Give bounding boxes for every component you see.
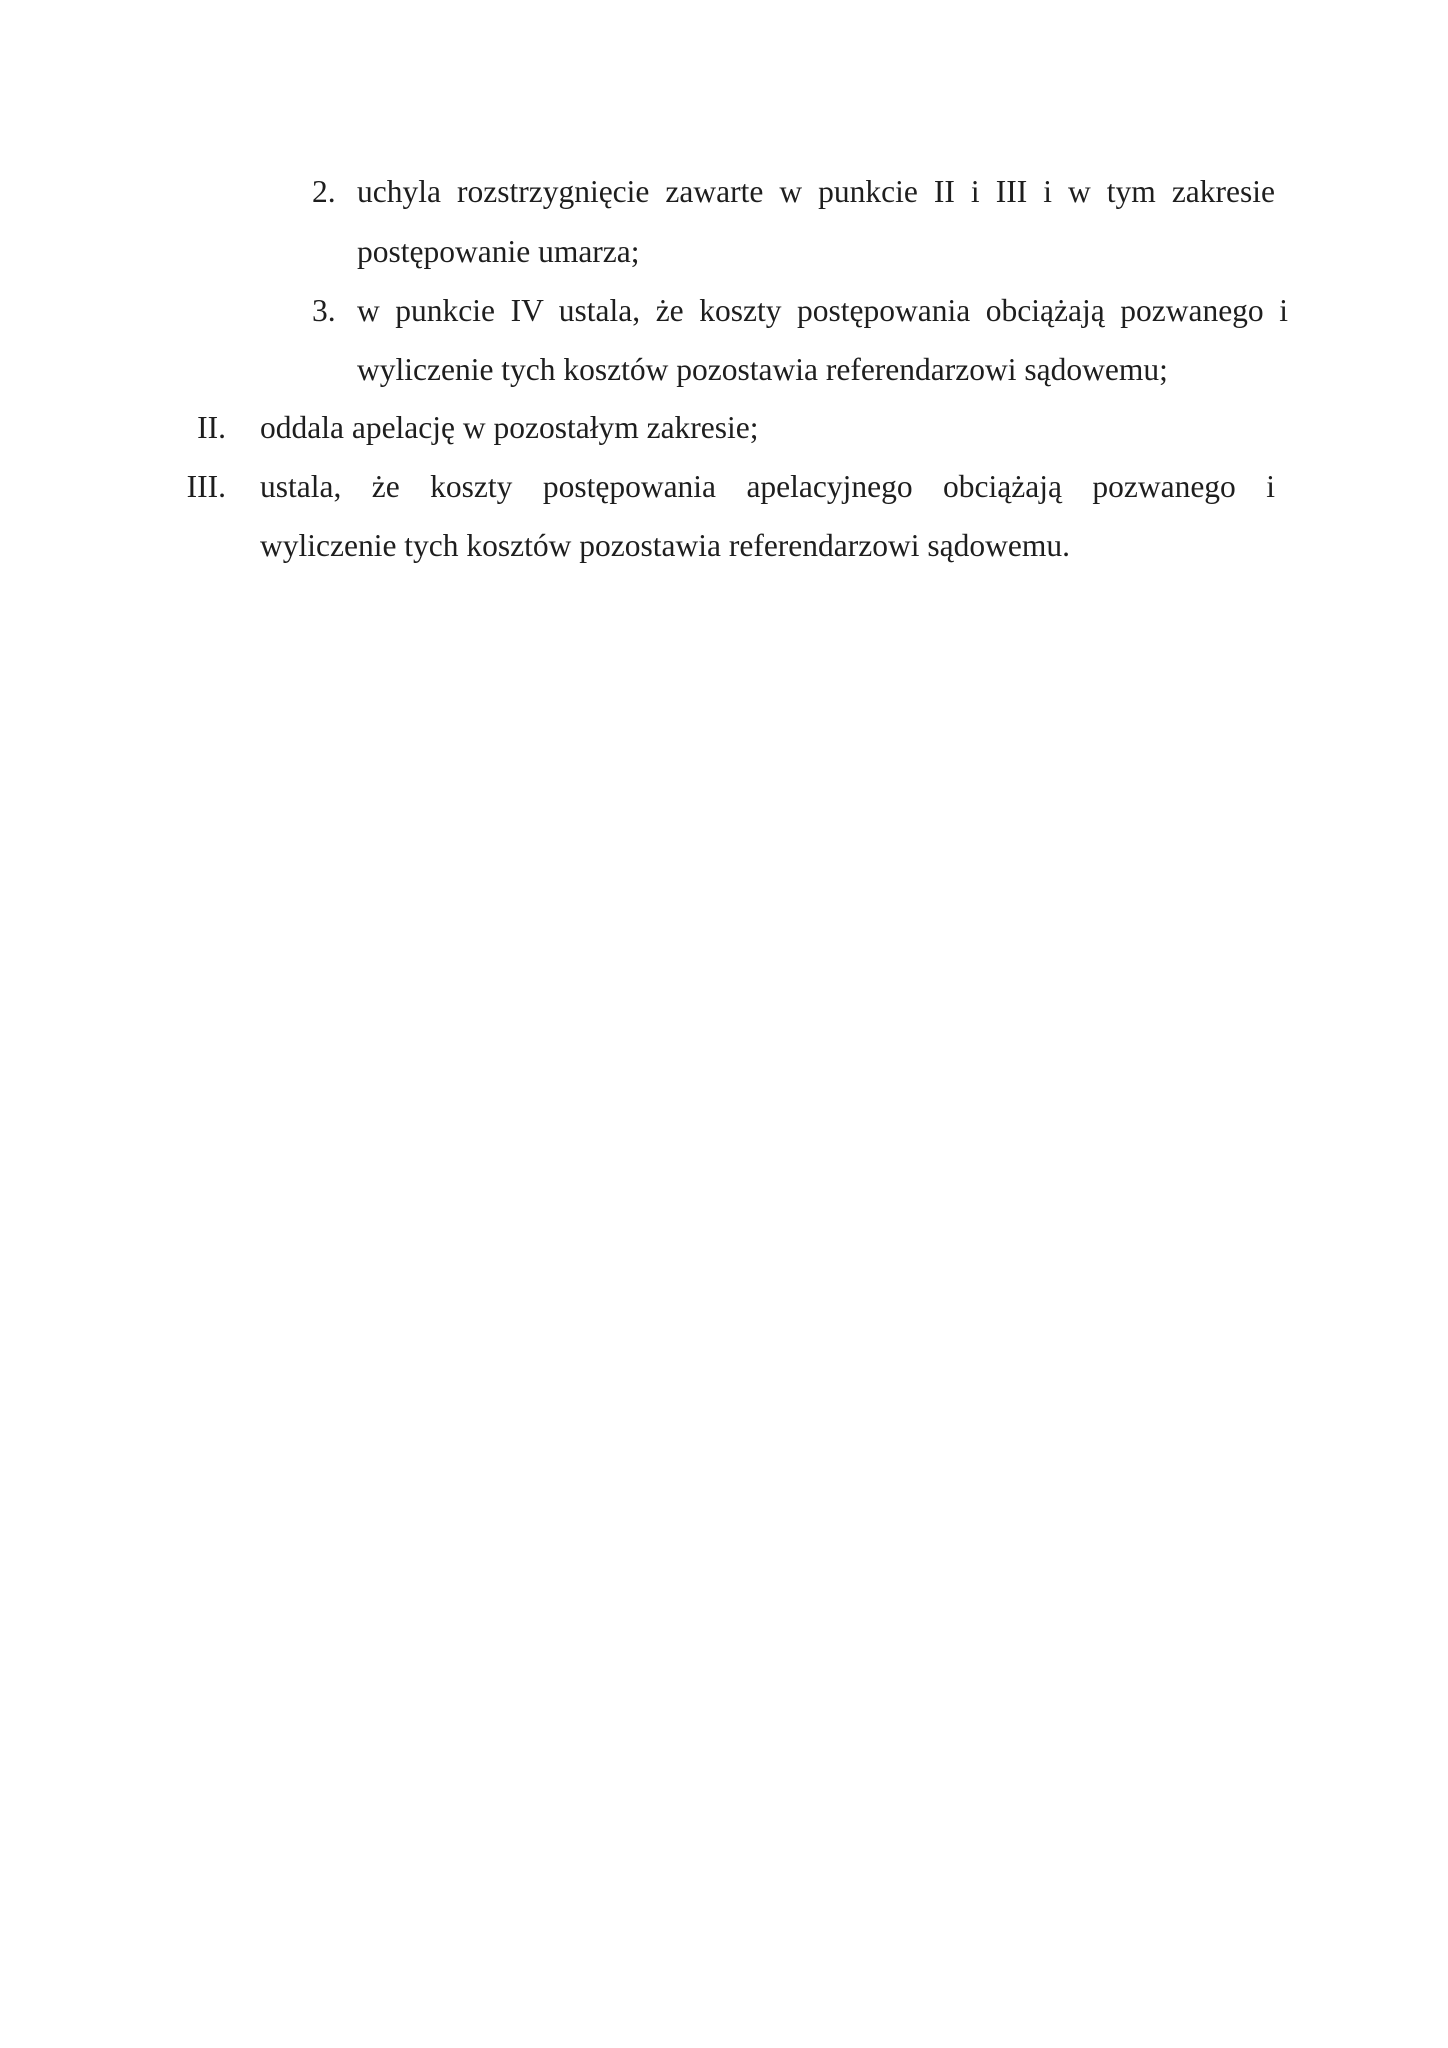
sub-item-marker: 2. bbox=[312, 174, 336, 209]
main-item-text-line: wyliczenie tych kosztów pozostawia referendarzowi sądowemu. bbox=[260, 528, 1070, 563]
sub-item-text-line: w punkcie IV ustala, że koszty postępowania obciążają pozwanego i bbox=[357, 293, 1288, 328]
sub-item-text-line: wyliczenie tych kosztów pozostawia referendarzowi sądowemu; bbox=[357, 352, 1168, 387]
main-item-text-line: oddala apelację w pozostałym zakresie; bbox=[260, 410, 759, 445]
sub-item-marker: 3. bbox=[312, 293, 336, 328]
main-item-text-line: ustala, że koszty postępowania apelacyjnego obciążają pozwanego i bbox=[260, 469, 1275, 504]
main-item-marker: III. bbox=[186, 469, 226, 504]
sub-item-text-line: postępowanie umarza; bbox=[357, 234, 640, 269]
sub-item-text-line: uchyla rozstrzygnięcie zawarte w punkcie II i III i w tym zakresie bbox=[357, 174, 1275, 209]
main-item-marker: II. bbox=[197, 410, 226, 445]
